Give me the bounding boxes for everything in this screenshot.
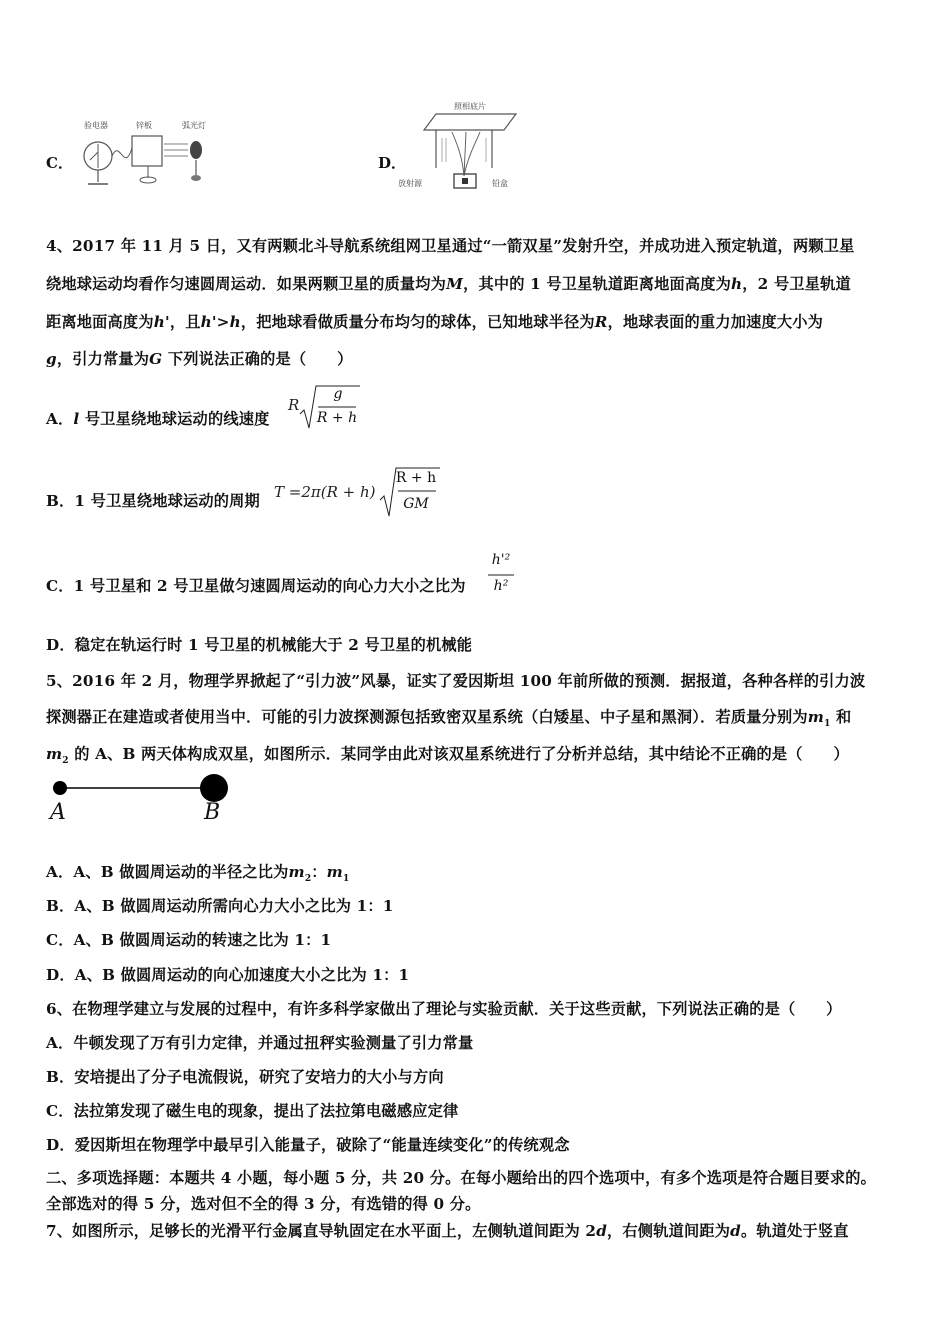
figure-label-electroscope: 验电器 <box>84 121 108 130</box>
q4-option-b-formula: T =2π(R + h) <box>274 483 376 501</box>
q5-option-a-m2: m <box>288 863 305 881</box>
photoelectric-figure <box>78 118 218 190</box>
section2-heading-line-2: 全部选对的得 5 分，选对但不全的得 3 分，有选错的得 0 分。 <box>46 1195 481 1213</box>
figure-label-source: 放射源 <box>398 179 422 188</box>
q5-stem-line-2 <box>46 706 851 729</box>
radiation-diagram <box>396 98 526 194</box>
q4-var-g: g <box>46 350 57 368</box>
q4-text: ，地球表面的重力加速度大小为 <box>607 313 824 331</box>
q5-text: 和 <box>830 708 852 726</box>
q7-text: 7、如图所示，足够长的光滑平行金属直导轨固定在水平面上，左侧轨道间距为 2 <box>46 1222 597 1240</box>
q4-text: 绕地球运动均看作匀速圆周运动．如果两颗卫星的质量均为 <box>46 275 447 293</box>
q4-stem-line-1: 4、2017 年 11 月 5 日，又有两颗北斗导航系统组网卫星通过“一箭双星”发射升空，并成功进入预定轨道，两颗卫星 <box>46 237 855 255</box>
q5-text: 的 A、B 两天体构成双星，如图所示．某同学由此对该双星系统进行了分析并总结，其中结论不正确的是（ ） <box>68 745 849 763</box>
q4-stem-line-2 <box>46 273 851 294</box>
q4-text: 下列说法正确的是（ ） <box>162 350 353 368</box>
section2-heading-line-1: 二、多项选择题：本题共 4 小题，每小题 5 分，共 20 分。在每小题给出的四个选项中，有多个选项是符合题目要求的。 <box>46 1169 876 1187</box>
q6-option-b: B．安培提出了分子电流假说，研究了安培力的大小与方向 <box>46 1068 444 1086</box>
q4-var-h: h <box>731 275 743 293</box>
q5-option-a-text: A．A、B 做圆周运动的半径之比为 <box>46 863 289 881</box>
q7-text: ，右侧轨道间距为 <box>607 1222 731 1240</box>
q5-option-a-m1: m <box>326 863 343 881</box>
q4-option-c-numerator: h'² <box>491 552 511 568</box>
q4-var-G: G <box>149 350 163 368</box>
radiation-figure <box>396 98 526 194</box>
q7-stem-line-1 <box>46 1220 849 1241</box>
q5-option-b: B．A、B 做圆周运动所需向心力大小之比为 1：1 <box>46 897 394 915</box>
q5-option-c: C．A、B 做圆周运动的转速之比为 1：1 <box>46 931 332 949</box>
q4-text: ，且 <box>169 313 201 331</box>
q5-option-a <box>46 861 349 884</box>
q5-var-m1: m <box>807 708 825 726</box>
q5-option-a-colon: ： <box>311 863 327 881</box>
q4-option-a-numerator: g <box>333 386 343 402</box>
q4-option-a-denominator: R + h <box>316 410 358 426</box>
option-c-label: C． <box>46 154 73 172</box>
q4-option-a <box>46 408 270 429</box>
q4-inequality: h'>h <box>200 313 241 331</box>
q4-stem-line-4 <box>46 348 352 369</box>
q6-stem: 6、在物理学建立与发展的过程中，有许多科学家做出了理论与实验贡献．关于这些贡献，下列说法正确的是（ ） <box>46 1000 842 1018</box>
q5-option-a-sub2: 2 <box>304 874 312 885</box>
option-d-label: D． <box>378 154 407 172</box>
q5-stem-line-1: 5、2016 年 2 月，物理学界掀起了“引力波”风暴，证实了爱因斯坦 100 年前所做的预测．据报道，各种各样的引力波 <box>46 672 866 690</box>
q4-option-b-denominator: GM <box>403 496 429 512</box>
q5-option-d: D．A、B 做圆周运动的向心加速度大小之比为 1：1 <box>46 966 410 984</box>
star-b-label: B <box>204 800 221 825</box>
q4-text: ，引力常量为 <box>56 350 150 368</box>
figure-label-arc-lamp: 弧光灯 <box>182 121 206 130</box>
q6-option-c: C．法拉第发现了磁生电的现象，提出了法拉第电磁感应定律 <box>46 1102 459 1120</box>
q5-sub-2: 2 <box>62 756 69 767</box>
q4-option-b: B．1 号卫星绕地球运动的周期 <box>46 492 260 510</box>
q4-option-a-l: l <box>73 410 80 428</box>
star-b <box>200 774 228 802</box>
q5-stem-line-3 <box>46 743 849 766</box>
q4-text: ，2 号卫星轨道 <box>742 275 851 293</box>
q4-option-c-denominator: h² <box>493 578 509 594</box>
q4-option-d: D．稳定在轨运行时 1 号卫星的机械能大于 2 号卫星的机械能 <box>46 636 473 654</box>
q4-var-h-prime: h' <box>153 313 170 331</box>
q4-var-M: M <box>446 275 464 293</box>
q7-text: 。轨道处于竖直 <box>740 1222 849 1240</box>
q4-option-a-formula-R: R <box>288 396 300 414</box>
q7-var-d: d <box>730 1222 741 1240</box>
q4-text: 距离地面高度为 <box>46 313 154 331</box>
q4-stem-line-3 <box>46 311 823 332</box>
q4-text: ，把地球看做质量分布均匀的球体，已知地球半径为 <box>240 313 595 331</box>
binary-star-diagram <box>46 772 246 802</box>
q4-option-c: C．1 号卫星和 2 号卫星做匀速圆周运动的向心力大小之比为 <box>46 577 466 595</box>
q6-option-d: D．爱因斯坦在物理学中最早引入能量子，破除了“能量连续变化”的传统观念 <box>46 1136 570 1154</box>
figure-label-zinc-plate: 锌板 <box>136 121 152 130</box>
q5-option-a-sub1: 1 <box>342 874 350 885</box>
q4-option-a-text: 号卫星绕地球运动的线速度 <box>79 410 270 428</box>
photoelectric-diagram <box>78 118 218 190</box>
q4-option-b-numerator: R + h <box>395 470 437 486</box>
q7-var-d: d <box>596 1222 608 1240</box>
star-a-label: A <box>50 800 66 825</box>
q5-var-m2: m <box>46 745 63 763</box>
q5-text: 探测器正在建造或者使用当中．可能的引力波探测源包括致密双星系统（白矮星、中子星和黑洞）．若质量分别为 <box>46 708 808 726</box>
q4-text: ，其中的 1 号卫星轨道距离地面高度为 <box>463 275 732 293</box>
q6-option-a: A．牛顿发现了万有引力定律，并通过扭秤实验测量了引力常量 <box>46 1034 474 1052</box>
q4-option-a-prefix: A． <box>46 410 74 428</box>
figure-label-lead-box: 铅盒 <box>492 179 508 188</box>
q5-sub-1: 1 <box>824 719 831 730</box>
figure-label-film: 照相底片 <box>454 102 486 111</box>
q4-var-R: R <box>594 313 608 331</box>
